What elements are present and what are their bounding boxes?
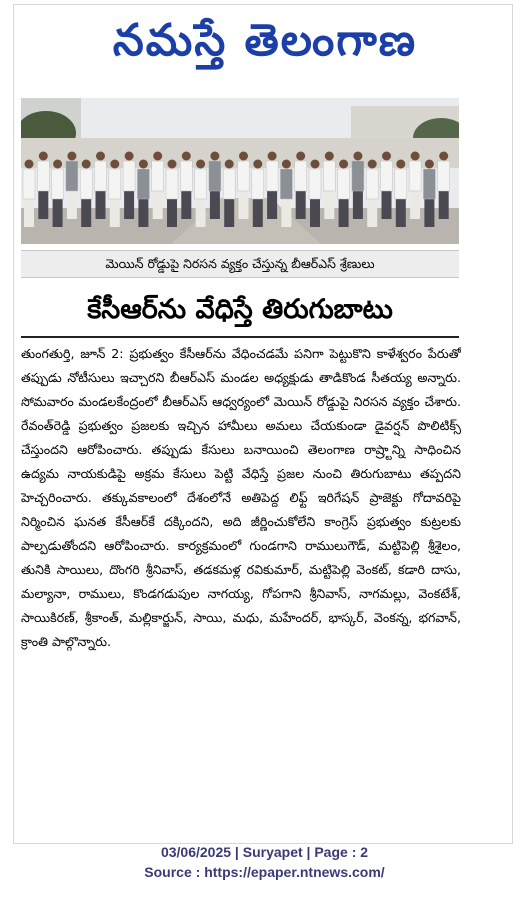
protest-photo — [21, 98, 459, 244]
crowd-person — [366, 160, 378, 228]
photo-caption: మెయిన్ రోడ్డుపై నిరసన వ్యక్తం చేస్తున్న బీఆర్ఎస్ శ్రేణులు — [21, 250, 459, 278]
crowd-person — [23, 160, 35, 228]
crowd-person — [295, 152, 307, 220]
crowd-person — [195, 160, 207, 228]
crowd-person — [252, 160, 264, 228]
crowd-person — [123, 152, 135, 220]
crowd-person — [309, 160, 321, 228]
crowd-person — [266, 152, 278, 220]
crowd-person — [95, 152, 107, 220]
crowd-person — [323, 152, 335, 220]
crowd-person — [223, 160, 235, 228]
crowd-person — [409, 152, 421, 220]
crowd-person — [52, 160, 64, 228]
crowd-person — [80, 160, 92, 228]
crowd-person — [352, 152, 364, 220]
source-link[interactable]: Source : https://epaper.ntnews.com/ — [144, 864, 385, 880]
crowd-person — [109, 160, 121, 228]
crowd-person — [137, 160, 149, 228]
crowd-person — [37, 152, 49, 220]
crowd-person — [152, 152, 164, 220]
crowd-person — [280, 160, 292, 228]
crowd-person — [238, 152, 250, 220]
crowd-person — [209, 152, 221, 220]
crowd-person — [395, 160, 407, 228]
crowd-person — [338, 160, 350, 228]
article-headline: కేసీఆర్‌ను వేధిస్తే తిరుగుబాటు — [21, 284, 459, 338]
crowd-person — [381, 152, 393, 220]
crowd-person — [180, 152, 192, 220]
article-body: తుంగతుర్తి, జూన్ 2: ప్రభుత్వం కేసీఆర్‌ను వేధించడమే పనిగా పెట్టుకొని కాళేశ్వరం పేరుతో తప్పుడు నోటీసులు ఇచ్చారని బీఆర్ఎస్ మండల అధ్యక్షుడు తాడికొండ సీతయ్య అన్నారు. సోమవారం మండలకేంద్రంలో బీఆర్ఎస్ ఆధ్వర్యంలో మెయిన్ రోడ్డుపై నిరసన వ్యక్తం చేశారు. రేవంత్‌రెడ్డి ప్రభుత్వం ప్రజలకు ఇచ్చిన హామీలు అమలు చేయకుండా డైవర్షన్ పొలిటిక్స్ చేస్తుందని ఆరోపించారు. తప్పుడు కేసులు బనాయించి తెలంగాణ రాష్ర్టాన్ని సాధించిన ఉద్యమ నాయకుడిపై అక్రమ కేసులు పెట్టి వేధిస్తే ప్రజల నుంచి తిరుగుబాటు తప్పదని హెచ్చరించారు. తక్కువకాలంలో దేశంలోనే అతిపెద్ద లిఫ్ట్ ఇరిగేషన్ ప్రాజెక్టు గోదావరిపై నిర్మించిన ఘనత కేసీఆర్‌కే దక్కిందని, అది జీర్ణించుకోలేని కాంగ్రెస్ ప్రభుత్వం కుట్రలకు పాల్పడుతోందని ఆరోపించారు. కార్యక్రమంలో గుండగాని రాములుగౌడ్, మట్టిపెల్లి శ్రీశైలం, తునికి సాయిలు, దొంగరి శ్రీనివాస్, తడకమళ్ల రవికుమార్, మట్టిపెల్లి వెంకట్, కడారి దాసు, మల్యానా, రాములు, కొండగడుపుల నాగయ్య, గోపగాని శ్రీనివాస్, నాగమల్లు, వెంకటేశ్, సాయికిరణ్, శ్రీకాంత్, మల్లికార్జున్, సాయి, మధు, మహేందర్, భాస్కర్, వెంకన్న, భగవాన్, క్రాంతి పాల్గొన్నారు. — [21, 346, 461, 649]
newspaper-masthead: నమస్తే తెలంగాణ — [112, 15, 418, 66]
crowd-person — [423, 160, 435, 228]
crowd-person — [166, 160, 178, 228]
crowd-person — [438, 152, 450, 220]
crowd-person — [66, 152, 78, 220]
clipping-footer — [0, 842, 529, 882]
edition-info: 03/06/2025 | Suryapet | Page : 2 — [160, 844, 369, 860]
